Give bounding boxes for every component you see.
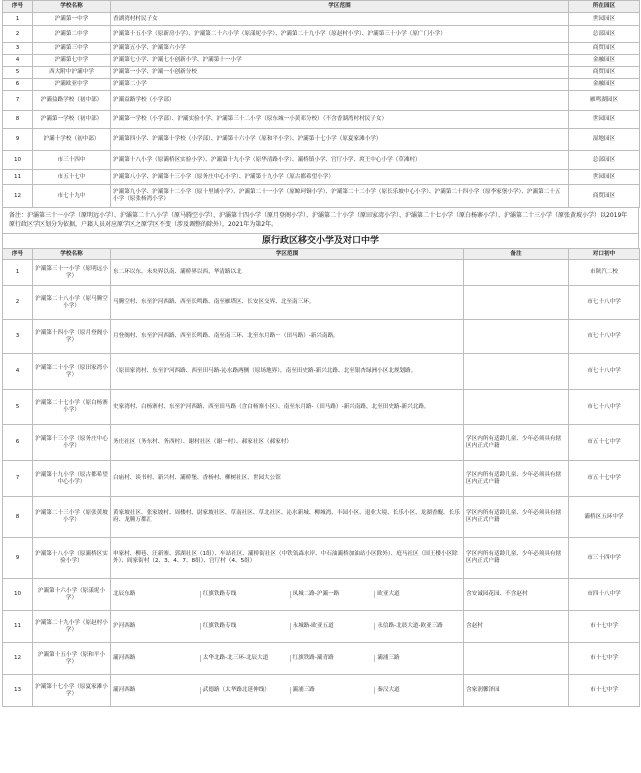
range-boundary: 永信路-北晨大道-欧亚三路 (377, 623, 443, 629)
range-boundary: 凤城二路-沪灞一路 (291, 591, 376, 598)
district-range: 沪灞第十五小学（原新房小学）、沪灞第二十六小学（原漾坭小学）、沪灞第二十九小学（原赵村小学）、沪灞第三十小学（原广门小学） (111, 26, 569, 43)
district-range: 香湖湾村村民子女 (111, 13, 569, 26)
row-number: 2 (3, 286, 33, 320)
range-boundary: 红旗铁路-灞青路 (291, 655, 376, 662)
district-range: 白庙村、谈书村、新兴村、灞桥堡、香杨村、柳树社区、世园大公馆 (111, 461, 464, 497)
middle-school: 市五十七中学 (569, 425, 640, 461)
remark: 学区内所有适龄儿童、少年必须具有辖区内正式户籍 (464, 461, 569, 497)
range-boundary: 红旗铁路专线 (201, 623, 291, 630)
range-boundary: 灞浦三路 (377, 655, 400, 661)
school-district-table (2, 0, 640, 208)
table-row (3, 675, 640, 707)
row-number: 4 (3, 354, 33, 390)
remark: 学区内所有适龄儿童、少年必须具有辖区内正式户籍 (464, 538, 569, 579)
district-range: 沪灞第九小学、沪灞第十二小学（原十里铺小学）、沪灞第二十一小学（原鲸珂铜小学）、沪灞第二十二小学（原长乐坡中心小学）、沪灞第二十四小学（原李家堡小学）、沪灞第二十五小学（原张杨湾小学） (111, 185, 569, 208)
row-number: 6 (3, 79, 33, 91)
range-boundary: 沪河西路 (111, 623, 201, 630)
range-boundary: 武德路（太华路北延伸线） (201, 687, 291, 694)
district-range: 马腾空村、东至沪河西路、西至长鸣路、南至雁塔区、长安区交界、北至南三环。 (111, 286, 464, 320)
range-boundary: 永城路-欧亚五道 (291, 623, 376, 630)
school-name: 沪灞第十九小学（原古都希望中心小学） (33, 461, 111, 497)
school-name: 沪灞第十五小学（原和平小学） (33, 643, 111, 675)
row-number: 4 (3, 55, 33, 67)
table-row (3, 579, 640, 611)
remark (464, 260, 569, 286)
school-name: 沪灞第二十九小学（原赵村小学） (33, 611, 111, 643)
school-name: 沪灞第十七小学（原夏家滩小学） (33, 675, 111, 707)
district-range: 史家湾村、白杨寨村、东至沪河西路、西至田马路（含白杨寨小区）、南至东月路-（田马路）-新兴南路，北至田史路-新兴北路。 (111, 390, 464, 425)
middle-school: 市七十八中学 (569, 354, 640, 390)
school-name: 市五十七中 (33, 170, 111, 185)
table-row (3, 320, 640, 354)
row-number: 11 (3, 170, 33, 185)
school-name: 沪灞第十三小学（原务庄中心小学） (33, 425, 111, 461)
row-number: 7 (3, 91, 33, 111)
range-boundary: 秦汉大道 (377, 687, 400, 693)
middle-school: 市陕汽二校 (569, 260, 640, 286)
park-name: 商贸园区 (569, 185, 640, 208)
district-range: （原田家湾村、东至沪河西路、西至田马路-沁水路两侧（原场地界），南至田史路-新兴北路、北至银杏绿洲小区北规划路。 (111, 354, 464, 390)
header-district-range: 学区范围 (111, 249, 464, 260)
row-number: 1 (3, 260, 33, 286)
row-number: 10 (3, 151, 33, 170)
row-number: 13 (3, 675, 33, 707)
row-number: 6 (3, 425, 33, 461)
district-range (111, 643, 464, 675)
school-name: 沪灞第三中学 (33, 43, 111, 55)
table-row (3, 260, 640, 286)
range-boundary: 灞河西路 (111, 655, 201, 662)
district-range: 沪灞第五小学、沪灞第六小学 (111, 43, 569, 55)
row-number: 2 (3, 26, 33, 43)
district-range: 沪灞第四小学、沪灞第十学校（小学部）、沪灞第十六小学（原和平小学）、沪灞第十七小学（原夏家滩小学） (111, 129, 569, 151)
table-row (3, 67, 640, 79)
district-range: 沪灞第八小学、沪灞第十三小学（原务庄中心小学）、沪灞第十九小学（原古都希望小学） (111, 170, 569, 185)
row-number: 11 (3, 611, 33, 643)
transfer-table-title: 原行政区移交小学及对口中学 (2, 233, 639, 248)
district-range: 黄家坡社区、张家坡村、周楼村、尉家坡社区、草南社区、草北社区、沁水新城、柳城湾、丰园小区、退业大境、长乐小区、龙湖香醍、长乐府、龙腾万都汇 (111, 497, 464, 538)
park-name: 金融园区 (569, 79, 640, 91)
school-name: 沪灞第二十八小学（原马腾空小学） (33, 286, 111, 320)
table-row (3, 390, 640, 425)
district-range: 沪灞第一学校（小学部）、沪灞实验小学、沪灞第三十二小学（原东城一小黄邓分校）（不含香湖湾村村民子女） (111, 111, 569, 129)
remark: 学区内所有适龄儿童、少年必须具有辖区内正式户籍 (464, 497, 569, 538)
header-middle-school: 对口初中 (569, 249, 640, 260)
school-name: 沪灞第三十一小学（原明远小学） (33, 260, 111, 286)
range-boundary: 欧亚大道 (377, 591, 400, 597)
park-name: 湿地园区 (569, 129, 640, 151)
row-number: 7 (3, 461, 33, 497)
table-row (3, 425, 640, 461)
table-row (3, 129, 640, 151)
middle-school: 市五十七中学 (569, 461, 640, 497)
header-park: 所在园区 (569, 1, 640, 13)
park-name: 商贸园区 (569, 43, 640, 55)
row-number: 12 (3, 643, 33, 675)
table-row (3, 26, 640, 43)
school-name: 沪灞第一学校（初中部） (33, 111, 111, 129)
school-name: 沪灞第一中学 (33, 13, 111, 26)
row-number: 10 (3, 579, 33, 611)
middle-school: 市七十八中学 (569, 286, 640, 320)
middle-school: 市十七中学 (569, 611, 640, 643)
table-row (3, 286, 640, 320)
range-boundary: 灞浦三路 (291, 687, 376, 694)
school-name: 市三十四中 (33, 151, 111, 170)
park-name: 金融园区 (569, 55, 640, 67)
remark (464, 320, 569, 354)
district-range: 东二环以东、未央界以南、灞桥界以西、华清路以北 (111, 260, 464, 286)
district-range: 月登阁村、东至沪河西路、西至长鸣路、南至南三环、北至东月路－（田马路）-新兴南路。 (111, 320, 464, 354)
park-name: 世园园区 (569, 170, 640, 185)
remark: 含赵村 (464, 611, 569, 643)
school-name: 沪灞第十四小学（原月登阁小学） (33, 320, 111, 354)
middle-school: 市四十八中学 (569, 579, 640, 611)
school-name: 沪灞第七中学 (33, 55, 111, 67)
table-row (3, 13, 640, 26)
school-name: 沪灞第二十七小学（原白杨寨小学） (33, 390, 111, 425)
remark: 含家润馨泽园 (464, 675, 569, 707)
middle-school: 市七十八中学 (569, 320, 640, 354)
middle-school: 市七十八中学 (569, 390, 640, 425)
middle-school: 市三十四中学 (569, 538, 640, 579)
header-district-range: 学区范围 (111, 1, 569, 13)
header-no: 序号 (3, 249, 33, 260)
table-row (3, 43, 640, 55)
range-boundary: 太华北路-北三环-北辰大道 (201, 655, 291, 662)
park-name: 世园园区 (569, 111, 640, 129)
row-number: 8 (3, 111, 33, 129)
remark (464, 643, 569, 675)
park-name: 商贸园区 (569, 67, 640, 79)
school-name: 沪灞十学校（初中部） (33, 129, 111, 151)
table-row (3, 185, 640, 208)
park-name: 世园园区 (569, 13, 640, 26)
school-name: 市七十九中 (33, 185, 111, 208)
district-range (111, 675, 464, 707)
row-number: 9 (3, 129, 33, 151)
district-range: 沪灞第七小学、沪灞七小创新小学、沪灞第十一小学 (111, 55, 569, 67)
table-row (3, 497, 640, 538)
middle-school: 市十七中学 (569, 675, 640, 707)
remark (464, 286, 569, 320)
table-row (3, 354, 640, 390)
remark (464, 354, 569, 390)
table-row (3, 91, 640, 111)
remark: 学区内所有适龄儿童、少年必须具有辖区内正式户籍 (464, 425, 569, 461)
header-school-name: 学校名称 (33, 249, 111, 260)
park-name: 总部园区 (569, 26, 640, 43)
table-row (3, 611, 640, 643)
table-row (3, 111, 640, 129)
district-range: 沪灞第二小学 (111, 79, 569, 91)
school-name: 沪灞第二十小学（原田家湾小学） (33, 354, 111, 390)
park-name: 总部园区 (569, 151, 640, 170)
district-range (111, 611, 464, 643)
table-row (3, 170, 640, 185)
row-number: 9 (3, 538, 33, 579)
district-range: 沪灞第十八小学（原灞桥区实验小学）、沪灞第十九小学（原华清路小学）、灞桥镇小学、官厅小学、庹王中心小学（草滩村） (111, 151, 569, 170)
school-name: 沪灞第二中学 (33, 26, 111, 43)
district-range: 沪灞益路学校（小学部） (111, 91, 569, 111)
school-name: 沪灞益路学校（初中部） (33, 91, 111, 111)
school-name: 沪灞第二十三小学（原张黄坡小学） (33, 497, 111, 538)
remark: 含安诚园花园、不含赵村 (464, 579, 569, 611)
middle-school: 市十七中学 (569, 643, 640, 675)
district-range: 沪灞第一小学、沪灞一小创新分校 (111, 67, 569, 79)
table-row (3, 643, 640, 675)
range-boundary: 北辰东路 (111, 591, 201, 598)
school-name: 沪灞第十八小学（原灞桥区实验小学） (33, 538, 111, 579)
table-row (3, 151, 640, 170)
table-row (3, 79, 640, 91)
header-remark: 备注 (464, 249, 569, 260)
school-name: 沪灞欧亚中学 (33, 79, 111, 91)
district-range: 务庄社区（务东村、务西村）、谢村社区（谢一村）、郝家社区（郝家村） (111, 425, 464, 461)
table-note: 备注：沪灞第三十一小学（原明远小学）、沪灞第二十八小学（原马腾空小学）、沪灞第十四小学（原月登阁小学）、沪灞第二十小学（原田家湾小学）、沪灞第二十七小学（原白杨寨小学）、沪灞第二十三小学（原张黄坡小学）以2019年原行政区学区划分为依据，户籍人员对应原学区之原学区不变（涉及调整的除外），2021年为第2年。 (2, 208, 639, 233)
remark (464, 390, 569, 425)
transfer-school-table (2, 248, 640, 707)
table-row (3, 461, 640, 497)
district-range: 申家村、柳巷、汪新寨、郭湖社区（1组）、车站社区、灞桥街社区（中铁瓴森水岸、中石油灞桥加油站小区除外）、庭马社区（国王楼小区除外）、阎家街村（2、3、4、7、8组）、官厅村（4、5组） (111, 538, 464, 579)
row-number: 1 (3, 13, 33, 26)
header-school-name: 学校名称 (33, 1, 111, 13)
header-no: 序号 (3, 1, 33, 13)
table-row (3, 55, 640, 67)
row-number: 5 (3, 67, 33, 79)
school-name: 沪灞第十六小学（原漾坭小学） (33, 579, 111, 611)
table-row (3, 538, 640, 579)
range-boundary: 灞河西路 (111, 687, 201, 694)
row-number: 8 (3, 497, 33, 538)
row-number: 12 (3, 185, 33, 208)
school-name: 西大附中沪灞中学 (33, 67, 111, 79)
district-range (111, 579, 464, 611)
park-name: 雁鸣湖园区 (569, 91, 640, 111)
row-number: 5 (3, 390, 33, 425)
row-number: 3 (3, 43, 33, 55)
range-boundary: 红旗铁路专线 (201, 591, 291, 598)
row-number: 3 (3, 320, 33, 354)
middle-school: 灞桥区五环中学 (569, 497, 640, 538)
